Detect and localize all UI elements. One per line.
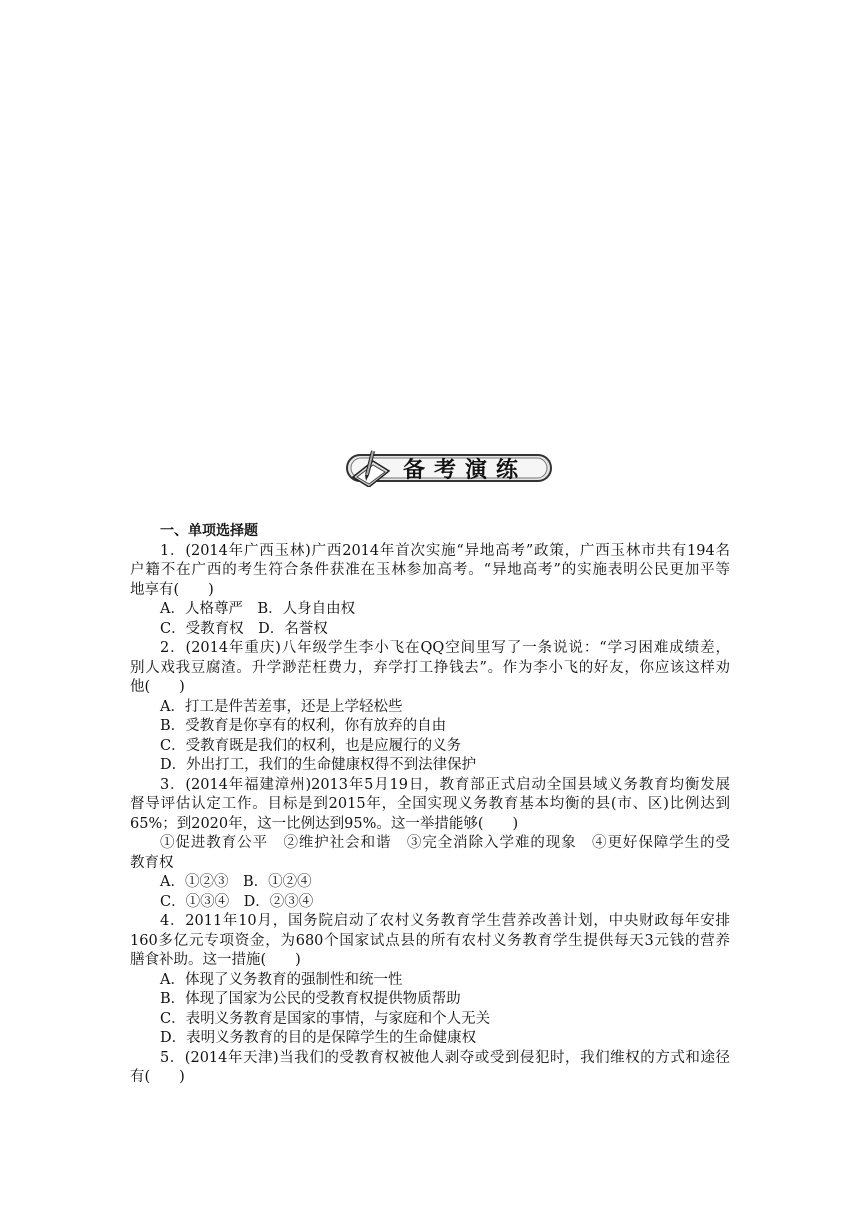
question-2-option-b: B．受教育是你享有的权利，你有放弃的自由 xyxy=(160,718,447,734)
question-3-line-2: 督导评估认定工作。目标是到2015年，全国实现义务教育基本均衡的县(市、区)比例达到 xyxy=(130,796,730,812)
question-1-line-3: 地享有( ) xyxy=(130,581,214,598)
question-4-line-1: 4．2011年10月，国务院启动了农村义务教育学生营养改善计划，中央财政每年安排 xyxy=(160,913,730,929)
question-5-line-1: 5．(2014年天津)当我们的受教育权被他人剥夺或受到侵犯时，我们维权的方式和途径 xyxy=(160,1049,730,1066)
question-2-line-2: 别人戏我豆腐渣。升学渺茫枉费力，弃学打工挣钱去”。作为李小飞的好友，你应该这样劝 xyxy=(130,659,730,676)
question-3-statements-line-2: 教育权 xyxy=(130,854,174,871)
question-1-line-2: 户籍不在广西的考生符合条件获准在玉林参加高考。“异地高考”的实施表明公民更加平等 xyxy=(130,562,730,578)
question-3-options-cd: C．①③④ D．②③④ xyxy=(160,893,314,910)
question-1-options-ab: A．人格尊严 B．人身自由权 xyxy=(160,601,356,617)
question-3-statements-line-1: ①促进教育公平 ②维护社会和谐 ③完全消除入学难的现象 ④更好保障学生的受 xyxy=(160,835,730,851)
question-4-option-c: C．表明义务教育是国家的事情，与家庭和个人无关 xyxy=(160,1010,491,1027)
question-4-option-b: B．体现了国家为公民的受教育权提供物质帮助 xyxy=(160,991,461,1007)
question-4-option-d: D．表明义务教育的目的是保障学生的生命健康权 xyxy=(160,1030,477,1046)
pencil-book-icon xyxy=(343,447,403,487)
question-5-line-2: 有( ) xyxy=(130,1069,185,1085)
section-banner xyxy=(333,447,555,487)
question-2-line-1: 2．(2014年重庆)八年级学生李小飞在QQ空间里写了一条说说：“学习困难成绩差， xyxy=(160,640,730,656)
question-1-options-cd: C．受教育权 D．名誉权 xyxy=(160,620,328,637)
question-4-line-3: 膳食补助。这一措施( ) xyxy=(130,952,301,968)
question-2-line-3: 他( ) xyxy=(130,679,185,695)
question-1-line-1: 1．(2014年广西玉林)广西2014年首次实施“异地高考”政策，广西玉林市共有194名 xyxy=(160,542,730,559)
question-3-options-ab: A．①②③ B．①②④ xyxy=(160,874,312,890)
question-3-line-1: 3．(2014年福建漳州)2013年5月19日，教育部正式启动全国县域义务教育均衡发展 xyxy=(160,776,730,793)
question-2-option-c: C．受教育既是我们的权利，也是应履行的义务 xyxy=(160,737,462,754)
question-4-line-2: 160多亿元专项资金，为680个国家试点县的所有农村义务教育学生提供每天3元钱的营养 xyxy=(130,932,730,949)
banner-title: 备考演练 xyxy=(403,458,528,483)
question-2-option-d: D．外出打工，我们的生命健康权得不到法律保护 xyxy=(160,757,477,773)
section-title: 一、单项选择题 xyxy=(160,523,258,539)
question-3-line-3: 65%；到2020年，这一比例达到95%。这一举措能够( ) xyxy=(130,815,519,832)
question-content xyxy=(130,522,730,1088)
question-4-option-a: A．体现了义务教育的强制性和统一性 xyxy=(160,971,403,988)
question-2-option-a: A．打工是件苦差事，还是上学轻松些 xyxy=(160,698,403,715)
